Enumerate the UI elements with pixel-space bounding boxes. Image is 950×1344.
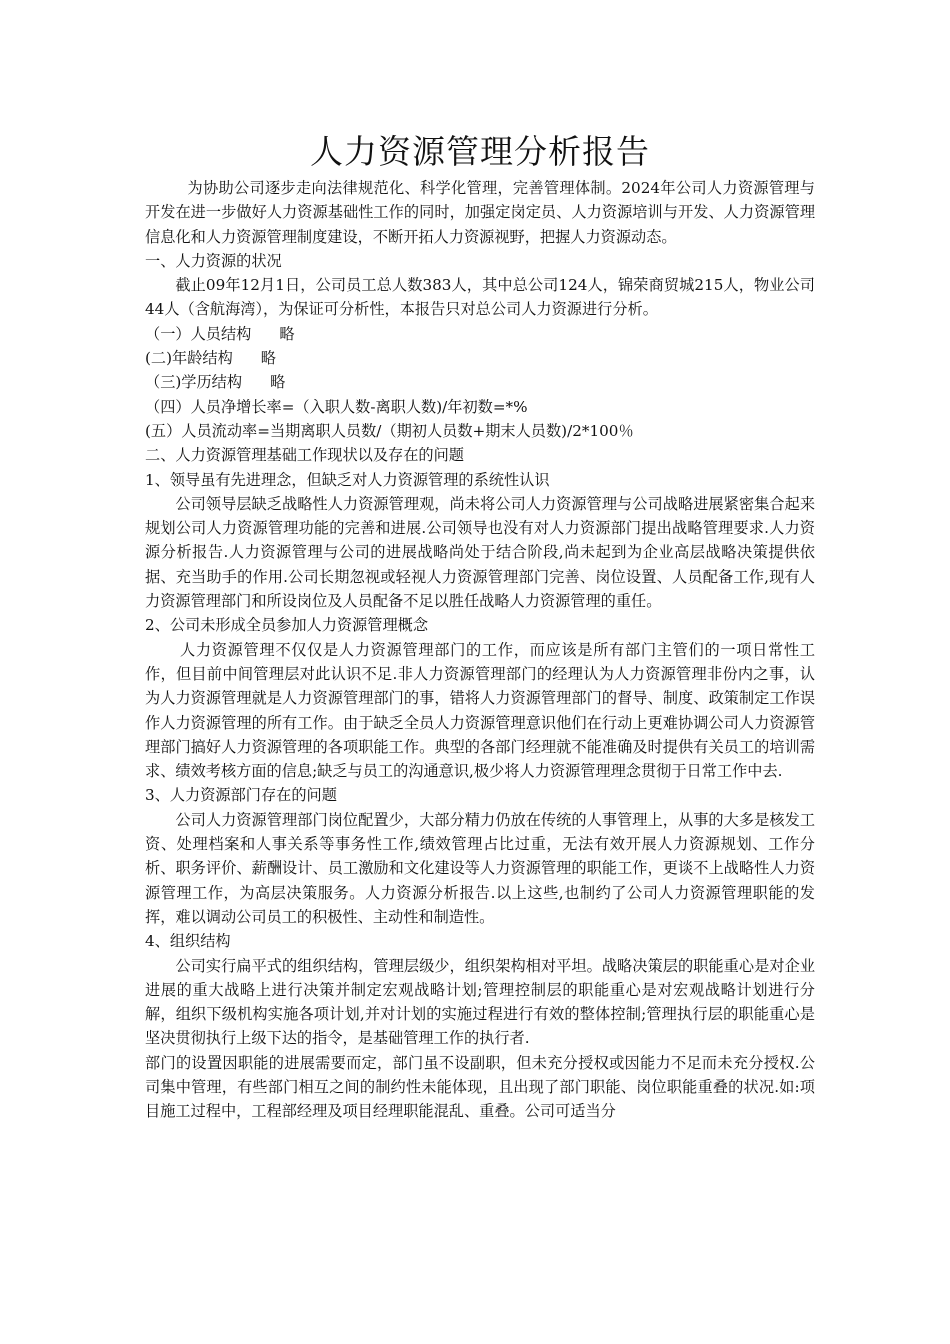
point-3-paragraph: 公司人力资源管理部门岗位配置少，大部分精力仍放在传统的人事管理上，从事的大多是核发工资、处理档案和人事关系等事务性工作,绩效管理占比过重，无法有效开展人力资源规划、工作分析、职务评价、薪酬设计、员工激励和文化建设等人力资源管理的职能工作，更谈不上战略性人力资源管理工作，为高层决策服务。人力资源分析报告.以上这些,也制约了公司人力资源管理职能的发挥，难以调动公司员工的积极性、主动性和制造性。 [145,810,815,926]
point-4-paragraph-2: 部门的设置因职能的进展需要而定，部门虽不设副职，但未充分授权或因能力不足而未充分授权.公司集中管理，有些部门相互之间的制约性未能体现，且出现了部门职能、岗位职能重叠的状况.如:项目施工过程中，工程部经理及项目经理职能混乱、重叠。公司可适当分 [145,1053,815,1121]
document-body [145,128,815,1124]
point-3-heading: 3、人力资源部门存在的问题 [145,786,337,805]
item-age-structure: (二)年龄结构 略 [145,349,276,368]
point-2-paragraph: 人力资源管理不仅仅是人力资源管理部门的工作，而应该是所有部门主管们的一项日常性工作，但目前中间管理层对此认识不足.非人力资源管理部门的经理认为人力资源管理非份内之事，认为人力资源管理就是人力资源管理部门的事，错将人力资源管理部门的督导、制度、政策制定工作误作人力资源管理的所有工作。由于缺乏全员人力资源管理意识他们在行动上更难协调公司人力资源管理部门搞好人力资源管理的各项职能工作。典型的各部门经理就不能准确及时提供有关员工的培训需求、绩效考核方面的信息;缺乏与员工的沟通意识,极少将人力资源管理理念贯彻于日常工作中去. [145,640,815,781]
point-1-heading: 1、领导虽有先进理念，但缺乏对人力资源管理的系统性认识 [145,470,550,489]
intro-paragraph: 为协助公司逐步走向法律规范化、科学化管理，完善管理体制。2024年公司人力资源管理与开发在进一步做好人力资源基础性工作的同时，加强定岗定员、人力资源培训与开发、人力资源管理信息化和人力资源管理制度建设，不断开拓人力资源视野，把握人力资源动态。 [145,179,815,246]
item-turnover-rate: (五）人员流动率=当期离职人员数/（期初人员数+期末人员数)/2*100％ [145,421,634,440]
item-personnel-structure: （一）人员结构 略 [145,324,295,343]
point-2-heading: 2、公司未形成全员参加人力资源管理概念 [145,616,429,635]
point-1-paragraph: 公司领导层缺乏战略性人力资源管理观，尚未将公司人力资源管理与公司战略进展紧密集合起来规划公司人力资源管理功能的完善和进展.公司领导也没有对人力资源部门提出战略管理要求.人力资源分析报告.人力资源管理与公司的进展战略尚处于结合阶段,尚未起到为企业高层战略决策提供依据、充当助手的作用.公司长期忽视或轻视人力资源管理部门完善、岗位设置、人员配备工作,现有人力资源管理部门和所设岗位及人员配备不足以胜任战略人力资源管理的重任。 [145,494,815,611]
section-1-heading: 一、人力资源的状况 [145,251,282,270]
point-4-paragraph: 公司实行扁平式的组织结构，管理层级少，组织架构相对平坦。战略决策层的职能重心是对企业进展的重大战略上进行决策并制定宏观战略计划;管理控制层的职能重心是对宏观战略计划进行分解，组织下级机构实施各项计划,并对计划的实施过程进行有效的整体控制;管理执行层的职能重心是坚决贯彻执行上级下达的指令，是基础管理工作的执行者. [145,956,815,1048]
section-1-paragraph: 截止09年12月1日，公司员工总人数383人，其中总公司124人，锦荣商贸城215人，物业公司44人（含航海湾），为保证可分析性，本报告只对总公司人力资源进行分析。 [145,276,815,319]
document-title: 人力资源管理分析报告 [310,132,650,171]
item-education-structure: （三)学历结构 略 [145,373,286,392]
point-4-heading: 4、组织结构 [145,932,231,951]
section-2-heading: 二、人力资源管理基础工作现状以及存在的问题 [145,446,464,465]
item-net-growth-rate: （四）人员净增长率=（入职人数-离职人数)/年初数=*% [145,397,528,416]
